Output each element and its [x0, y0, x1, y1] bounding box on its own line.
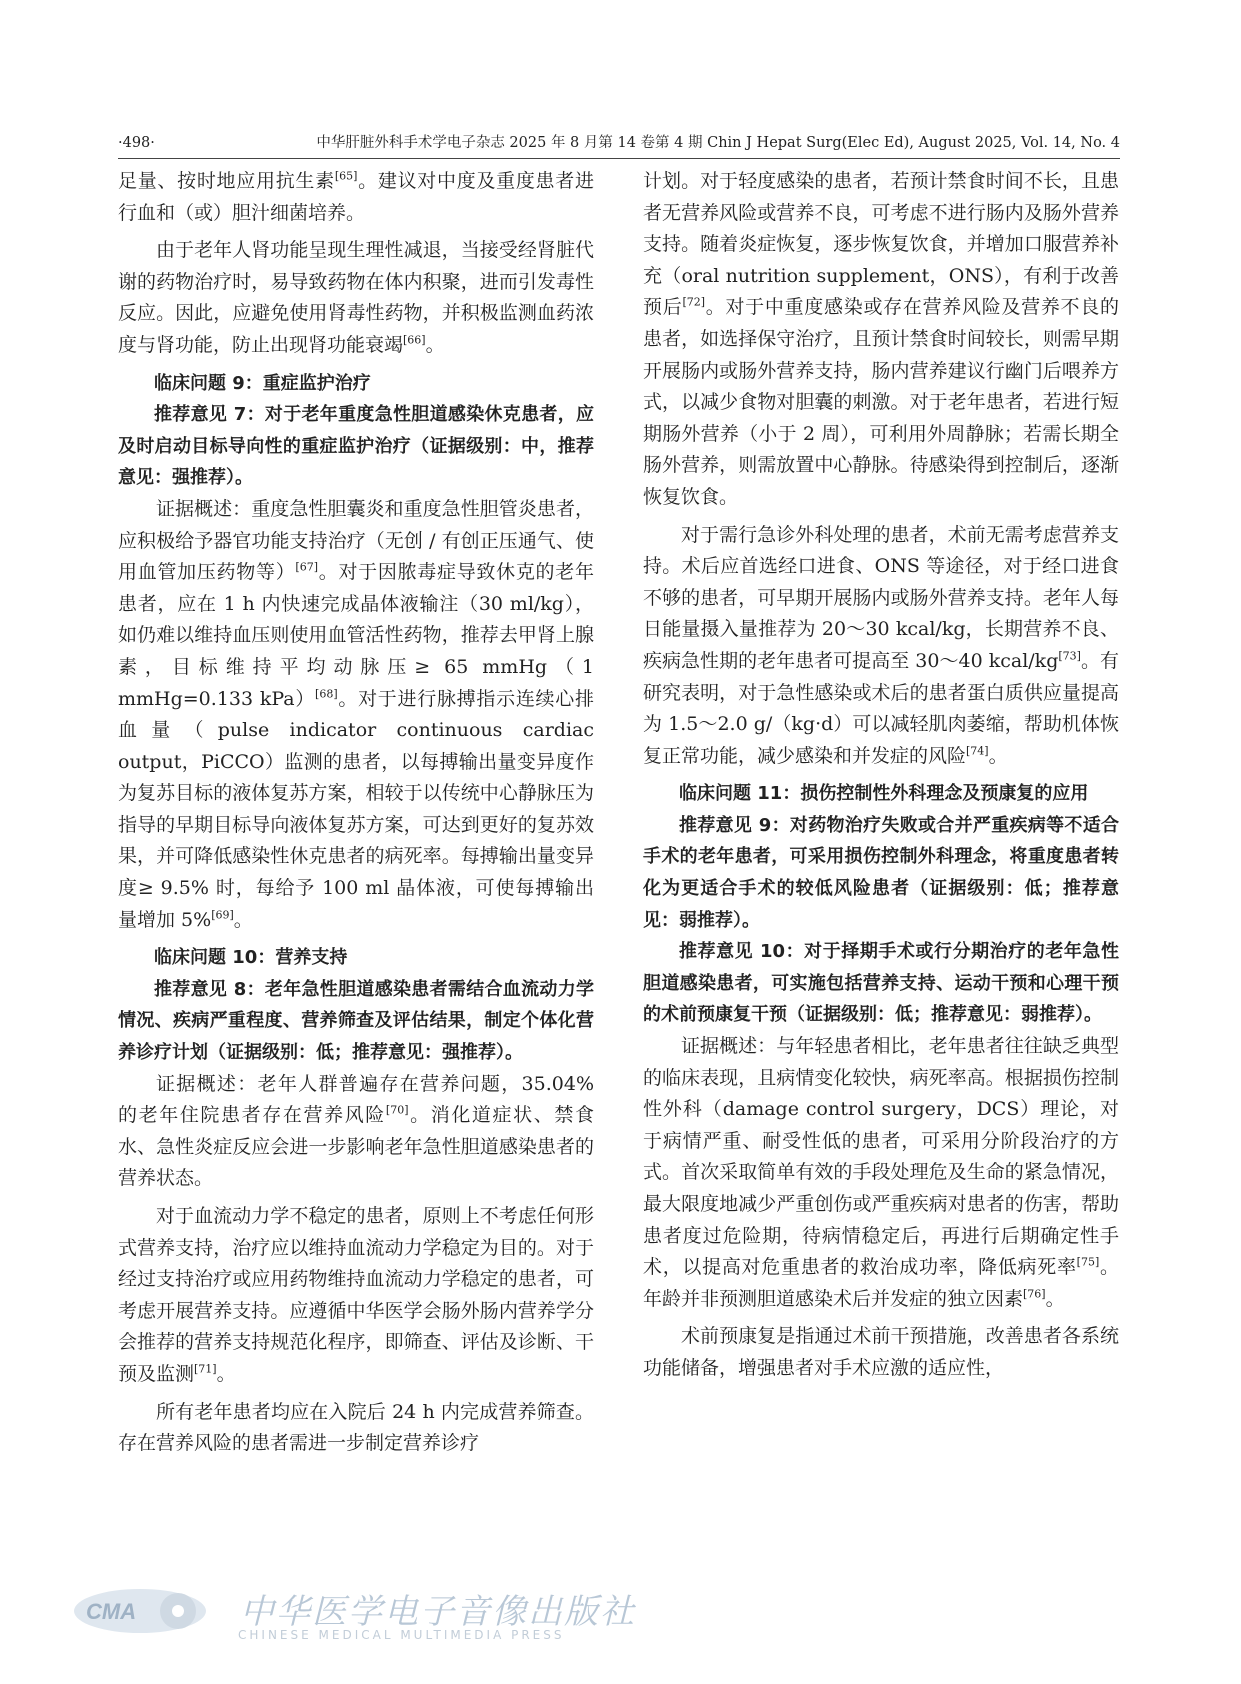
paragraph: 术前预康复是指通过术前干预措施，改善患者各系统功能储备，增强患者对手术应激的适应性， [643, 1325, 1119, 1379]
citation: [74] [966, 744, 989, 758]
citation: [75] [1076, 1255, 1100, 1269]
publisher-logo [70, 1578, 636, 1648]
citation: [65] [334, 169, 358, 183]
citation: [73] [1058, 649, 1081, 663]
paragraph: 证据概述：与年轻患者相比，老年患者往往缺乏典型的临床表现，且病情变化较快，病死率高。根据损伤控制性外科（damage control surgery，DCS）理论，对于病情严重、耐受性低的患者，可采用分阶段治疗的方式。首次采取简单有效的手段处理危及生命的紧急情况，最大限度地减少严重创伤或严重疾病对患者的伤害，帮助患者度过危险期，待病情稳定后，再进行后期确定性手术，以提高对危重患者的救治成功率，降低病死率[75]。年龄并非预测胆道感染术后并发症的独立因素[76]。 [643, 1035, 1119, 1310]
citation: [76] [1023, 1287, 1046, 1301]
paragraph: 由于老年人肾功能呈现生理性减退，当接受经肾脏代谢的药物治疗时，易导致药物在体内积聚，进而引发毒性反应。因此，应避免使用肾毒性药物，并积极监测血药浓度与肾功能，防止出现肾功能衰竭[66]。 [118, 239, 594, 356]
citation: [66] [403, 333, 426, 347]
citation: [68] [315, 687, 338, 701]
paragraph: 足量、按时地应用抗生素[65]。建议对中度及重度患者进行血和（或）胆汁细菌培养。 [118, 169, 594, 224]
section-heading: 临床问题 9：重症监护治疗 [154, 372, 371, 394]
citation: [70] [385, 1103, 409, 1117]
press-name-chinese: 中华医学电子音像出版社 [240, 1592, 636, 1632]
recommendation: 推荐意见 8：老年急性胆道感染患者需结合血流动力学情况、疾病严重程度、营养筛查及评估结果，制定个体化营养诊疗计划（证据级别：低；推荐意见：强推荐）。 [118, 978, 594, 1064]
citation: [67] [295, 560, 319, 574]
section-heading: 临床问题 11：损伤控制性外科理念及预康复的应用 [679, 783, 1089, 805]
paragraph: 对于需行急诊外科处理的患者，术前无需考虑营养支持。术后应首选经口进食、ONS 等途径，对于经口进食不够的患者，可早期开展肠内或肠外营养支持。老年人每日能量摄入量推荐为 20～30 kcal/kg，长期营养不良、疾病急性期的老年患者可提高至 30～40 kcal/kg[73]。有研究表明，对于急性感染或术后的患者蛋白质供应量提高为 1.5～2.0 g/（kg·d）可以减轻肌肉萎缩，帮助机体恢复正常功能，减少感染和并发症的风险[74]。 [643, 523, 1119, 767]
recommendation: 推荐意见 7：对于老年重度急性胆道感染休克患者，应及时启动目标导向性的重症监护治疗（证据级别：中，推荐意见：强推荐）。 [118, 404, 594, 489]
page-number: ·498· [118, 135, 155, 151]
svg-text:CMA: CMA [86, 1599, 137, 1624]
recommendation: 推荐意见 9：对药物治疗失败或合并严重疾病等不适合手术的老年患者，可采用损伤控制外科理念，将重度患者转化为更适合手术的较低风险患者（证据级别：低；推荐意见：弱推荐）。 [643, 814, 1119, 931]
left-column [118, 166, 594, 1460]
citation: [72] [682, 296, 706, 310]
paragraph: 证据概述：重度急性胆囊炎和重度急性胆管炎患者，应积极给予器官功能支持治疗（无创 / 有创正压通气、使用血管加压药物等）[67]。对于因脓毒症导致休克的老年患者，应在 1 h 内快速完成晶体液输注（30 ml/kg），如仍难以维持血压则使用血管活性药物，推荐去甲肾上腺素，目标维持平均动脉压≥ 65 mmHg（1 mmHg=0.133 kPa）[68]。对于进行脉搏指示连续心排血量（pulse indicator continuous cardiac output，PiCCO）监测的患者，以每搏输出量变异度作为复苏目标的液体复苏方案，相较于以传统中心静脉压为指导的早期目标导向液体复苏方案，可达到更好的复苏效果，并可降低感染性休克患者的病死率。每搏输出量变异度≥ 9.5% 时，每给予 100 ml 晶体液，可使每搏输出量增加 5%[69]。 [118, 497, 594, 931]
paragraph: 对于血流动力学不稳定的患者，原则上不考虑任何形式营养支持，治疗应以维持血流动力学稳定为目的。对于经过支持治疗或应用药物维持血流动力学稳定的患者，可考虑开展营养支持。应遵循中华医学会肠外肠内营养学分会推荐的营养支持规范化程序，即筛查、评估及诊断、干预及监测[71]。 [118, 1205, 594, 1385]
section-heading: 临床问题 10：营养支持 [154, 947, 348, 969]
recommendation: 推荐意见 10：对于择期手术或行分期治疗的老年急性胆道感染患者，可实施包括营养支持、运动干预和心理干预的术前预康复干预（证据级别：低；推荐意见：弱推荐）。 [643, 941, 1119, 1026]
citation: [71] [194, 1362, 217, 1376]
citation: [69] [211, 908, 234, 922]
journal-citation: 中华肝脏外科手术学电子杂志 2025 年 8 月第 14 卷第 4 期 Chin J Hepat Surg(Elec Ed), August 2025, Vol. 14, No. 4 [316, 135, 1120, 151]
paragraph: 所有老年患者均应在入院后 24 h 内完成营养筛查。存在营养风险的患者需进一步制定营养诊疗 [118, 1400, 594, 1455]
header-rule [118, 158, 1120, 159]
press-name-english: CHINESE MEDICAL MULTIMEDIA PRESS [238, 1628, 565, 1642]
right-column [643, 166, 1119, 1385]
running-header [118, 132, 1120, 154]
paragraph: 证据概述：老年人群普遍存在营养问题，35.04% 的老年住院患者存在营养风险[70]。消化道症状、禁食水、急性炎症反应会进一步影响老年急性胆道感染患者的营养状态。 [118, 1072, 594, 1190]
cma-logo-icon [70, 1584, 210, 1638]
paragraph: 计划。对于轻度感染的患者，若预计禁食时间不长，且患者无营养风险或营养不良，可考虑不进行肠内及肠外营养支持。随着炎症恢复，逐步恢复饮食，并增加口服营养补充（oral nutrition supplement，ONS），有利于改善预后[72]。对于中重度感染或存在营养风险及营养不良的患者，如选择保守治疗，且预计禁食时间较长，则需早期开展肠内或肠外营养支持，肠内营养建议行幽门后喂养方式，以减少食物对胆囊的刺激。对于老年患者，若进行短期肠外营养（小于 2 周），可利用外周静脉；若需长期全肠外营养，则需放置中心静脉。待感染得到控制后，逐渐恢复饮食。 [643, 170, 1119, 508]
